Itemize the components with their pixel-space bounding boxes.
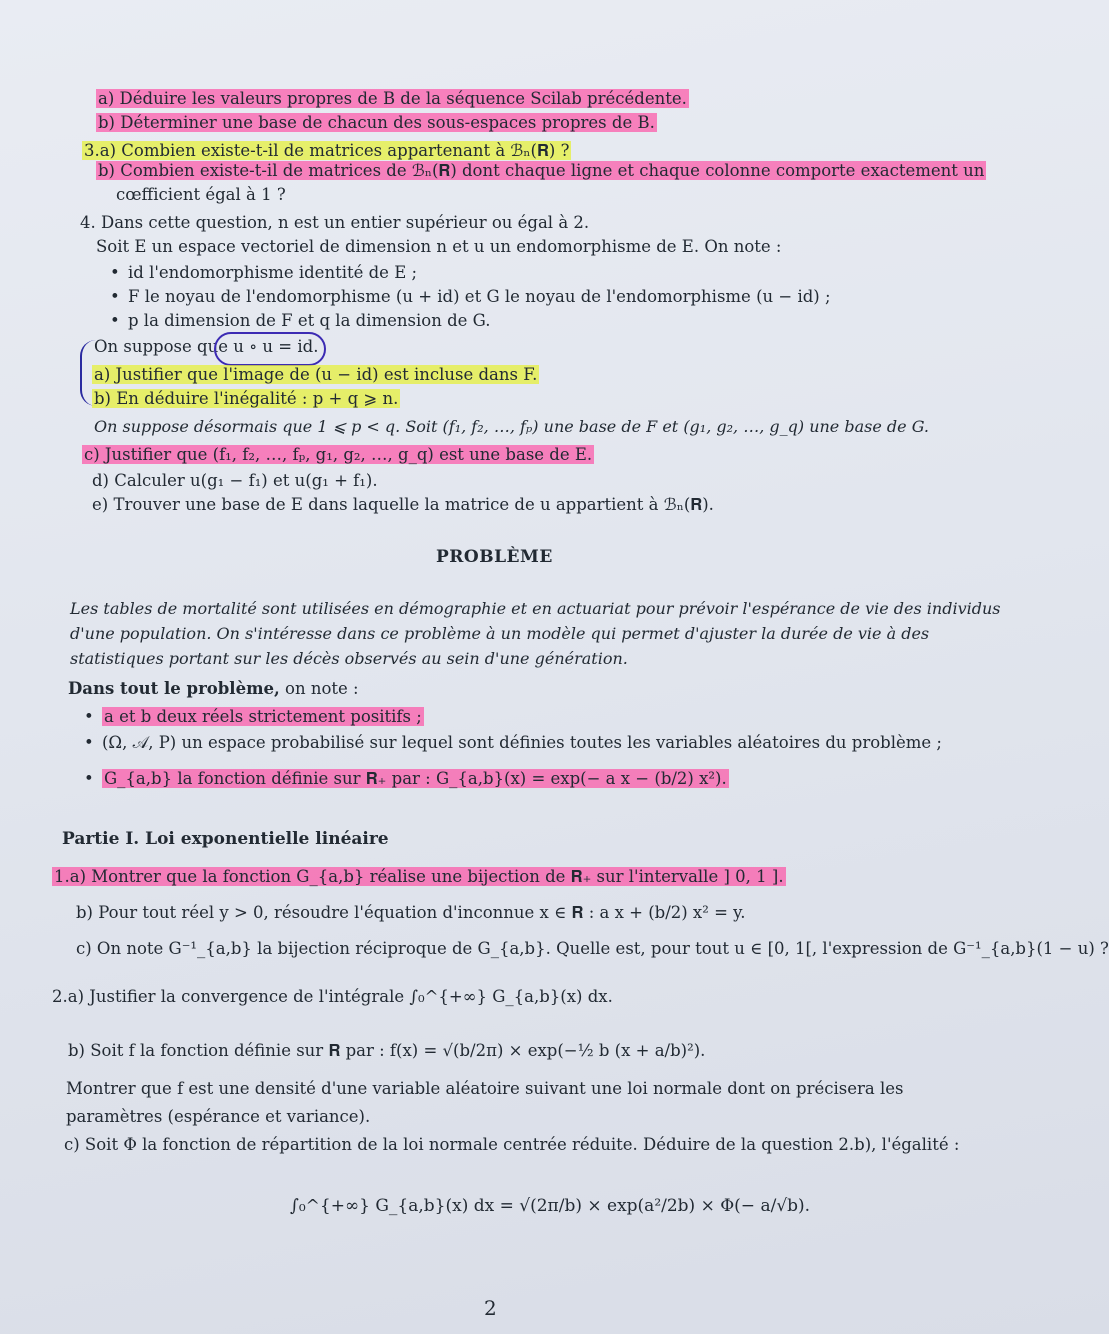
notation-bullet-3-text: G_{a,b} la fonction définie sur 𝐑₊ par : G_{a,b}(x) = exp(− a x − (b/2) x²). <box>104 769 727 788</box>
q4a-text: a) Justifier que l'image de (u − id) est incluse dans F. <box>94 365 538 384</box>
q4-assumption: On suppose désormais que 1 ⩽ p < q. Soit (f₁, f₂, …, fₚ) une base de F et (g₁, g₂, …, g_q) une base de G. <box>94 417 929 436</box>
notation-bullet-1-text: a et b deux réels strictement positifs ; <box>104 707 422 726</box>
notation-lead-bold: Dans tout le problème, <box>68 679 280 698</box>
q4-bullet-2-text: F le noyau de l'endomorphisme (u + id) et G le noyau de l'endomorphisme (u − id) ; <box>128 287 831 306</box>
partie1-title: Partie I. Loi exponentielle linéaire <box>62 829 389 849</box>
bullet-icon: • <box>84 707 94 726</box>
p1-q1b-line: b) Pour tout réel y > 0, résoudre l'équation d'inconnue x ∈ 𝐑 : a x + (b/2) x² = y. <box>76 903 746 922</box>
q4-bullet-3-text: p la dimension de F et q la dimension de G. <box>128 311 491 330</box>
q4e-line: e) Trouver une base de E dans laquelle la matrice de u appartient à ℬₙ(𝐑). <box>92 495 714 514</box>
intro-line-1: Les tables de mortalité sont utilisées en démographie et en actuariat pour prévoir l'espérance de vie des individus <box>70 599 1001 618</box>
p1-q1a-line <box>52 866 786 888</box>
q4-bullet-2 <box>110 286 831 308</box>
q4-setup: Soit E un espace vectoriel de dimension n et u un endomorphisme de E. On note : <box>96 237 782 256</box>
q4-bullet-3 <box>110 310 491 332</box>
p1-q1c-line: c) On note G⁻¹_{a,b} la bijection réciproque de G_{a,b}. Quelle est, pour tout u ∈ [0, 1[, l'expression de G⁻¹_{a,b}(1 − u) ? <box>76 939 1109 958</box>
q4a-line <box>92 364 539 386</box>
q4-intro: 4. Dans cette question, n est un entier supérieur ou égal à 2. <box>80 213 590 232</box>
q4b-text: b) En déduire l'inégalité : p + q ⩾ n. <box>94 389 399 408</box>
p1-q2a-line: 2.a) Justifier la convergence de l'intégrale ∫₀^{+∞} G_{a,b}(x) dx. <box>52 987 613 1006</box>
q4b-line <box>92 388 400 410</box>
bullet-icon: • <box>110 311 120 330</box>
intro-line-3: statistiques portant sur les décès observés au sein d'une génération. <box>70 649 628 668</box>
notation-bullet-2 <box>84 732 942 754</box>
notation-lead-rest: on note : <box>279 679 359 698</box>
page-number: 2 <box>484 1296 497 1320</box>
q4c-line <box>82 444 594 466</box>
q3a-text: 3.a) Combien existe-t-il de matrices appartenant à ℬₙ(𝐑) ? <box>84 141 570 160</box>
integral-identity: ∫₀^{+∞} G_{a,b}(x) dx = √(2π/b) × exp(a²/2b) × Φ(− a/√b). <box>290 1196 811 1216</box>
bullet-icon: • <box>110 287 120 306</box>
q4-hypothesis-text: On suppose que u ∘ u = id. <box>94 337 319 356</box>
q2a-text: a) Déduire les valeurs propres de B de la séquence Scilab précédente. <box>98 89 687 108</box>
notation-bullet-3 <box>84 768 729 790</box>
q3b-text: b) Combien existe-t-il de matrices de ℬₙ(𝐑) dont chaque ligne et chaque colonne comporte exactement un <box>98 161 985 180</box>
p1-q2c-line: c) Soit Φ la fonction de répartition de la loi normale centrée réduite. Déduire de la question 2.b), l'égalité : <box>64 1135 960 1154</box>
q3a-line <box>82 140 571 162</box>
bullet-icon: • <box>84 769 94 788</box>
p1-q2b-cont-2: paramètres (espérance et variance). <box>66 1107 371 1126</box>
notation-bullet-2-text: (Ω, 𝒜, P) un espace probabilisé sur lequel sont définies toutes les variables aléatoires du problème ; <box>102 733 942 752</box>
q3b-continuation: cœfficient égal à 1 ? <box>116 185 286 204</box>
q2b-line <box>96 112 657 134</box>
q2a-line <box>96 88 689 110</box>
probleme-title: PROBLÈME <box>436 547 553 567</box>
q4d-line: d) Calculer u(g₁ − f₁) et u(g₁ + f₁). <box>92 471 378 490</box>
q3b-line <box>96 160 986 182</box>
notation-bullet-1 <box>84 706 424 728</box>
q2b-text: b) Déterminer une base de chacun des sous-espaces propres de B. <box>98 113 655 132</box>
q4c-text: c) Justifier que (f₁, f₂, …, fₚ, g₁, g₂, …, g_q) est une base de E. <box>84 445 593 464</box>
p1-q2b-line: b) Soit f la fonction définie sur 𝐑 par : f(x) = √(b/2π) × exp(−½ b (x + a/b)²). <box>68 1041 706 1060</box>
bullet-icon: • <box>110 263 120 282</box>
p1-q2b-cont-1: Montrer que f est une densité d'une variable aléatoire suivant une loi normale dont on précisera les <box>66 1079 904 1098</box>
intro-line-2: d'une population. On s'intéresse dans ce problème à un modèle qui permet d'ajuster la durée de vie à des <box>70 624 930 643</box>
bullet-icon: • <box>84 733 94 752</box>
q4-bullet-1-text: id l'endomorphisme identité de E ; <box>128 263 418 282</box>
p1-q1a-text: 1.a) Montrer que la fonction G_{a,b} réalise une bijection de 𝐑₊ sur l'intervalle ] 0, 1 ]. <box>54 867 784 886</box>
q4-bullet-1 <box>110 262 417 284</box>
notation-lead <box>68 678 359 700</box>
ink-circle-annotation <box>214 332 326 366</box>
